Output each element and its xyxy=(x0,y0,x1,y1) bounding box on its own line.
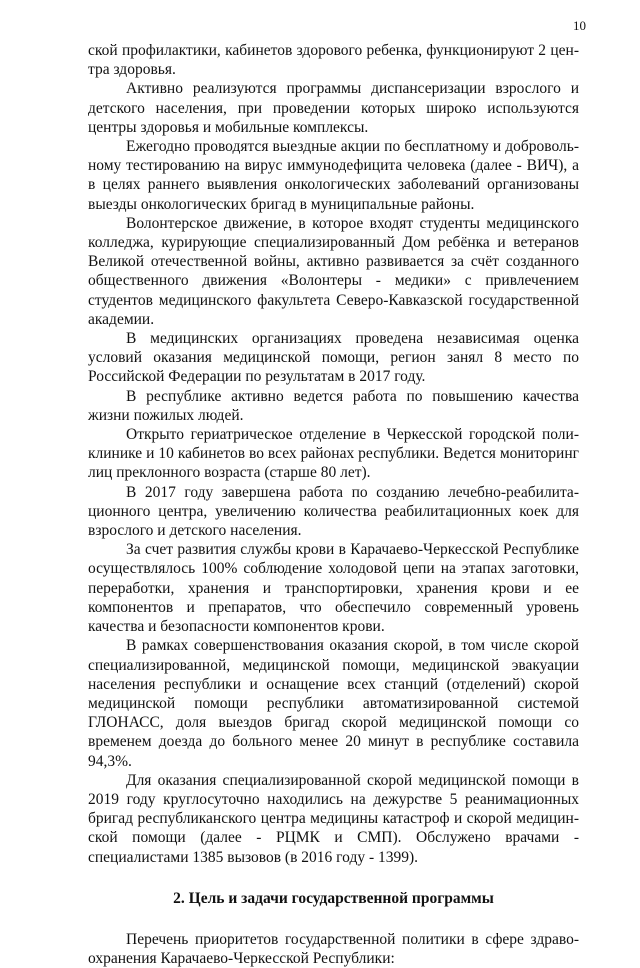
paragraph-blood-service: За счет развития службы крови в Карачаево-Черкесской Республике осуществлялось 100% соблюдение холодовой цепи на этапах заготовки, переработки, хранения и транспортировки, хранения крови и ее компонентов и препаратов, что обеспечило современный уровень качества и безопасности компонентов крови. xyxy=(88,541,579,636)
section-heading: 2. Цель и задачи государственной программы xyxy=(173,889,494,907)
paragraph-dispensary: Активно реализуются программы диспансеризации взрослого и детского населения, при проведении которых широко используются центры здоровья и мобильные комплексы. xyxy=(88,80,579,136)
paragraph-emergency-care: В рамках совершенствования оказания скорой, в том числе скорой специализированной, медицинской помощи, медицинской эвакуации населения республики и оснащение всех станций (отделений) скорой медицинской помощи республики автоматизированной системой ГЛОНАСС, доля выездов бригад скорой медицинской помощи со временем доезда до больного менее 20 минут в республике составила 94,3%. xyxy=(88,637,579,770)
paragraph-priorities: Перечень приоритетов государственной политики в сфере здравоохранения Карачаево-Черкесской Республики: xyxy=(88,930,579,968)
page-number: 10 xyxy=(573,18,586,33)
document-body xyxy=(88,41,579,968)
paragraph-elderly: В республике активно ведется работа по повышению качества жизни пожилых людей. xyxy=(88,387,579,424)
paragraph-rehabilitation: В 2017 году завершена работа по созданию лечебно-реабилитационного центра, увеличению количества реабилитационных коек для взрослого и детского населения. xyxy=(88,483,579,540)
paragraph-geriatric: Открыто гериатрическое отделение в Черкесской городской поликлинике и 10 кабинетов во всех районах республики. Ведется мониторинг лиц преклонного возраста (старше 80 лет). xyxy=(88,426,579,482)
paragraph-hiv-testing: Ежегодно проводятся выездные акции по бесплатному и добровольному тестированию на вирус иммунодефицита человека (далее - ВИЧ), а в целях раннего выявления онкологических заболеваний организованы выезды онкологических бригад в муниципальные районы. xyxy=(88,138,579,213)
paragraph-volunteers: Волонтерское движение, в которое входят студенты медицинского колледжа, курирующие специализированный Дом ребёнка и ветеранов Великой отечественной войны, активно развивается за счёт созданного общественного движения «Волонтеры - медики» с привлечением студентов медицинского факультета Северо-Кавказской государственной академии. xyxy=(88,214,579,328)
paragraph-quality-assessment: В медицинских организациях проведена независимая оценка условий оказания медицинской помощи, регион занял 8 место по Российской Федерации по результатам в 2017 году. xyxy=(88,330,579,386)
paragraph-emergency-teams: Для оказания специализированной скорой медицинской помощи в 2019 году круглосуточно находились на дежурстве 5 реанимационных бригад республиканского центра медицины катастроф и скорой медицинской помощи (далее - РЦМК и СМП). Обслужено врачами - специалистами 1385 вызовов (в 2016 году - 1399). xyxy=(88,771,579,866)
paragraph-continuation: ской профилактики, кабинетов здорового ребенка, функционируют 2 центра здоровья. xyxy=(88,42,579,79)
